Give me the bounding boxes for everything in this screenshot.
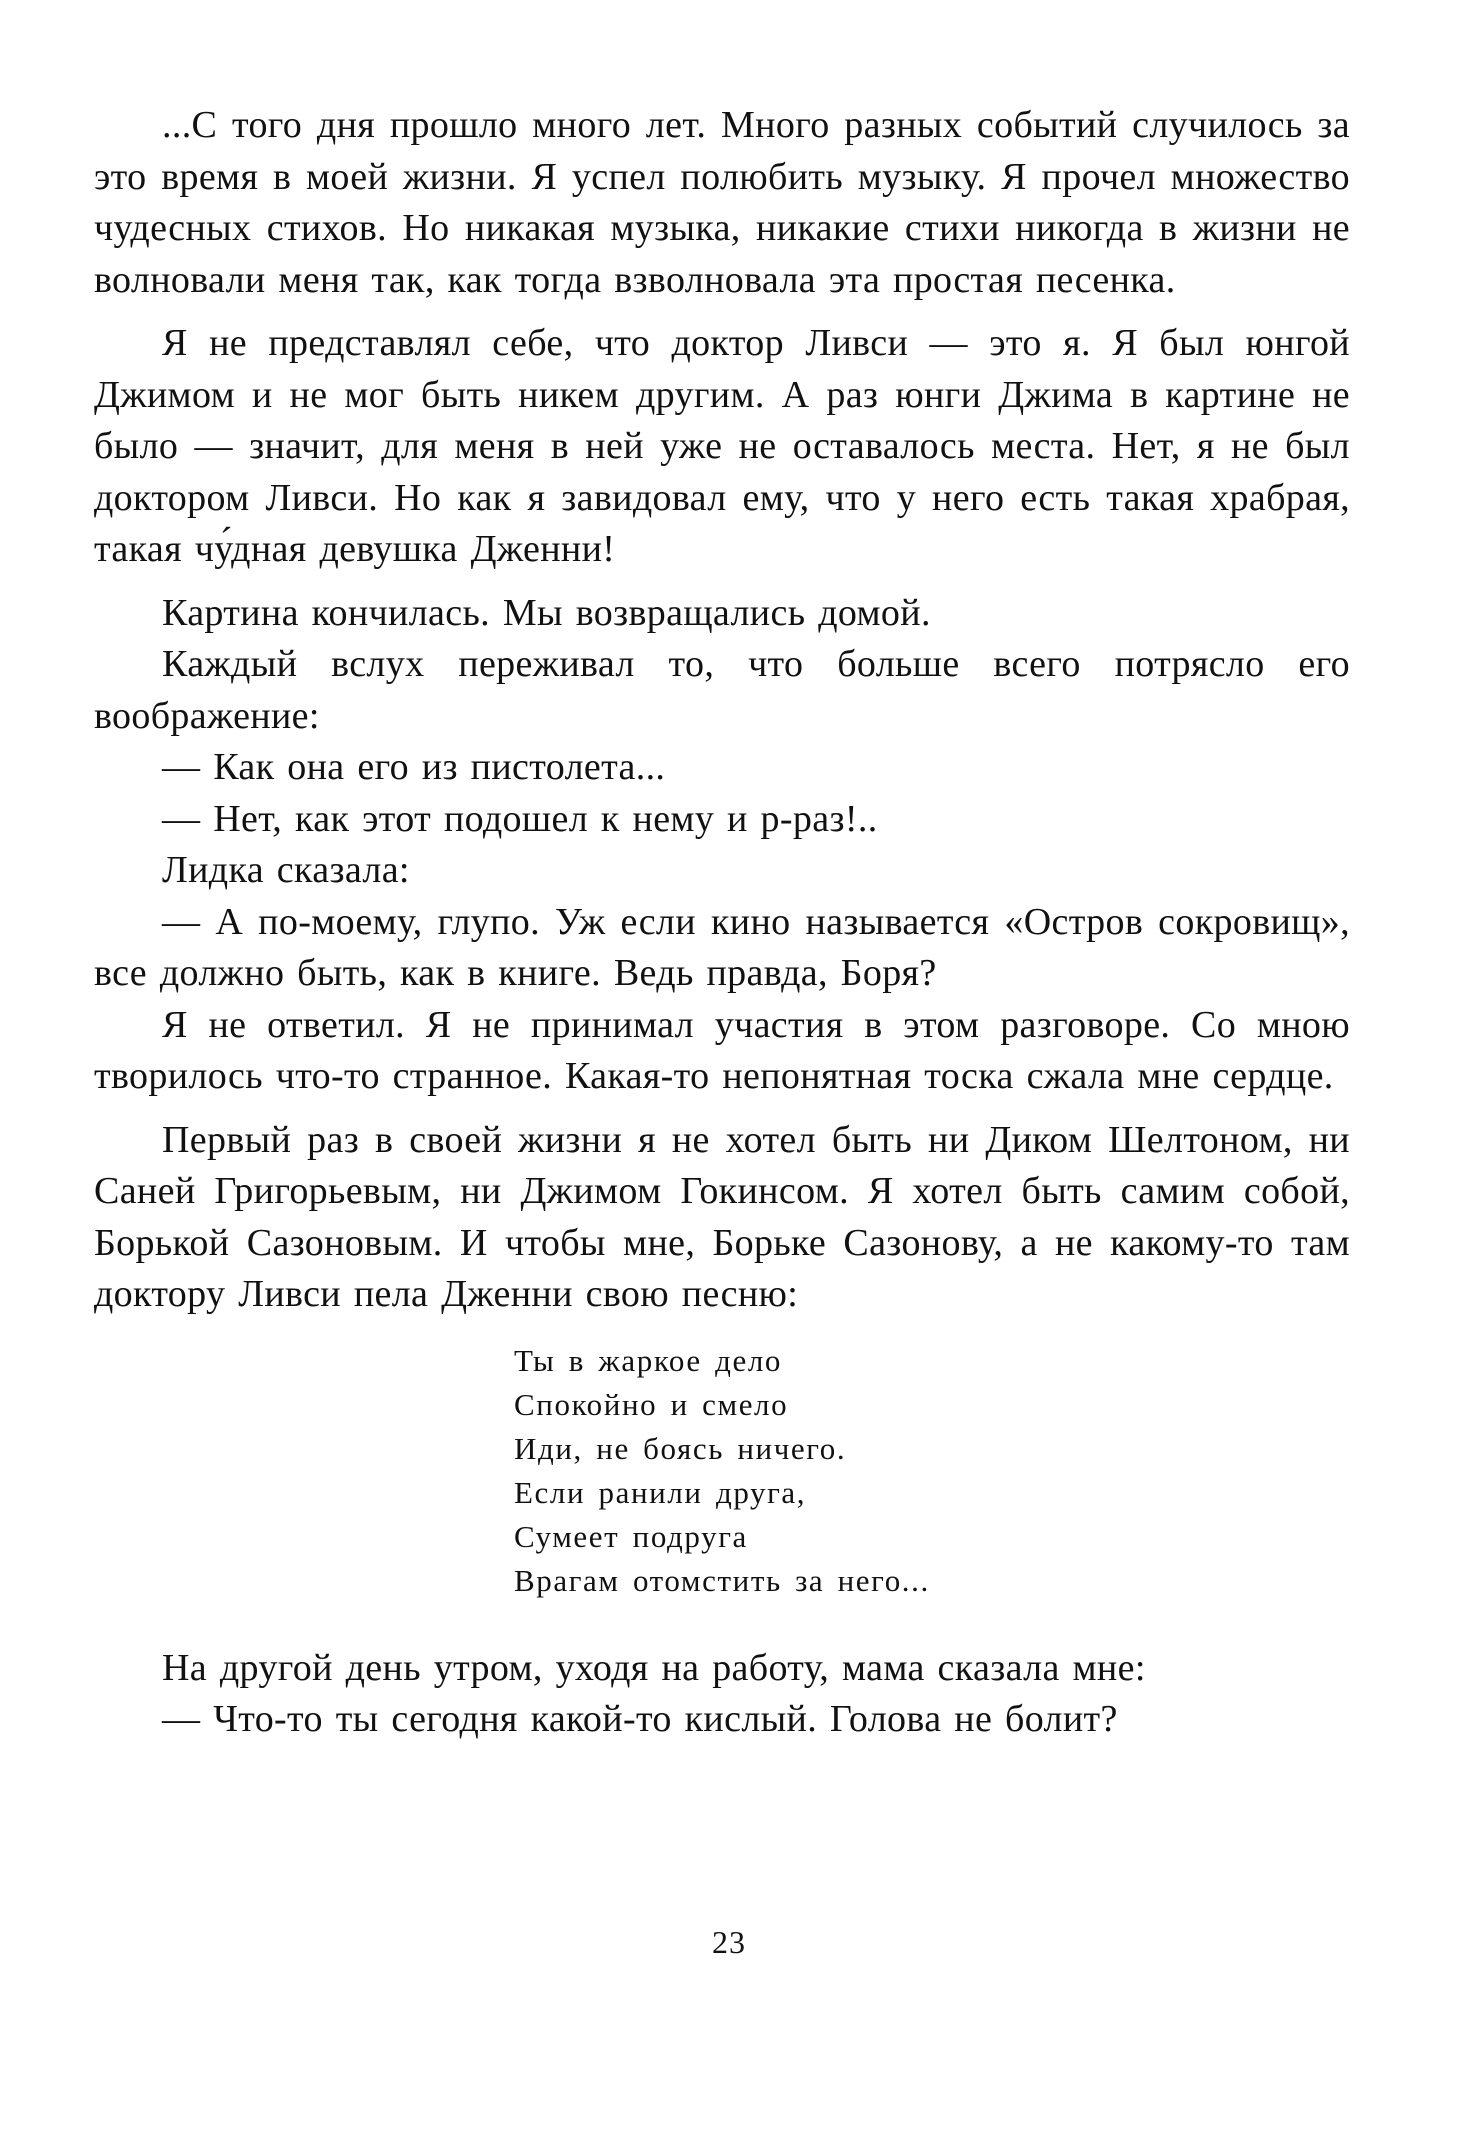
paragraph: Я не представлял себе, что доктор Ливси — это я. Я был юнгой Джимом и не мог быть никем другим. А раз юнги Джима в картине не было — значит, для меня в ней уже не оставалось места. Нет, я не был доктором Ливси. Но как я завидовал ему, что у него есть такая храбрая, такая чу́дная девушка Дженни! [94,322,1350,570]
paragraph: Картина кончилась. Мы возвращались домой. [162,591,931,634]
poem-line: Спокойно и смело [514,1386,789,1422]
dialogue-line: — Что-то ты сегодня какой-то кислый. Голова не болит? [162,1698,1118,1740]
paragraph: Каждый вслух переживал то, что больше всего потрясло его воображение: [94,643,1350,737]
poem-line: Если ранили друга, [514,1474,807,1510]
poem-line: Сумеет подруга [514,1518,748,1554]
paragraph: Лидка сказала: [162,849,410,891]
prose-block [94,100,1350,1321]
poem-line: Ты в жаркое дело [514,1342,783,1378]
poem-verse [514,1339,1350,1603]
poem-line: Врагам отомстить за него... [514,1562,930,1598]
book-page [94,100,1350,1746]
dialogue-line: — Как она его из пистолета... [162,746,666,788]
paragraph: Первый раз в своей жизни я не хотел быть ни Диком Шелтоном, ни Саней Григорьевым, ни Джимом Гокинсом. Я хотел быть самим собой, Борькой Сазоновым. И чтобы мне, Борьке Сазонову, а не какому-то там доктору Ливси пела Дженни свою песню: [94,1118,1350,1315]
paragraph: На другой день утром, уходя на работу, мама сказала мне: [162,1646,1146,1689]
dialogue-line: — А по-моему, глупо. Уж если кино называется «Остров сокровищ», все должно быть, как в книге. Ведь правда, Боря? [94,900,1350,994]
paragraph: Я не ответил. Я не принимал участия в этом разговоре. Со мною творилось что-то странное. Какая-то непонятная тоска сжала мне сердце. [94,1003,1350,1097]
poem-line: Иди, не боясь ничего. [514,1430,847,1466]
page-number: 23 [712,1924,746,1960]
dialogue-line: — Нет, как этот подошел к нему и р-раз!.. [162,797,878,840]
paragraph: ...С того дня прошло много лет. Много разных событий случилось за это время в моей жизни. Я успел полюбить музыку. Я прочел множество чудесных стихов. Но никакая музыка, никакие стихи никогда в жизни не волновали меня так, как тогда взволновала эта простая песенка. [94,104,1350,301]
prose-block-after-poem [94,1643,1350,1746]
